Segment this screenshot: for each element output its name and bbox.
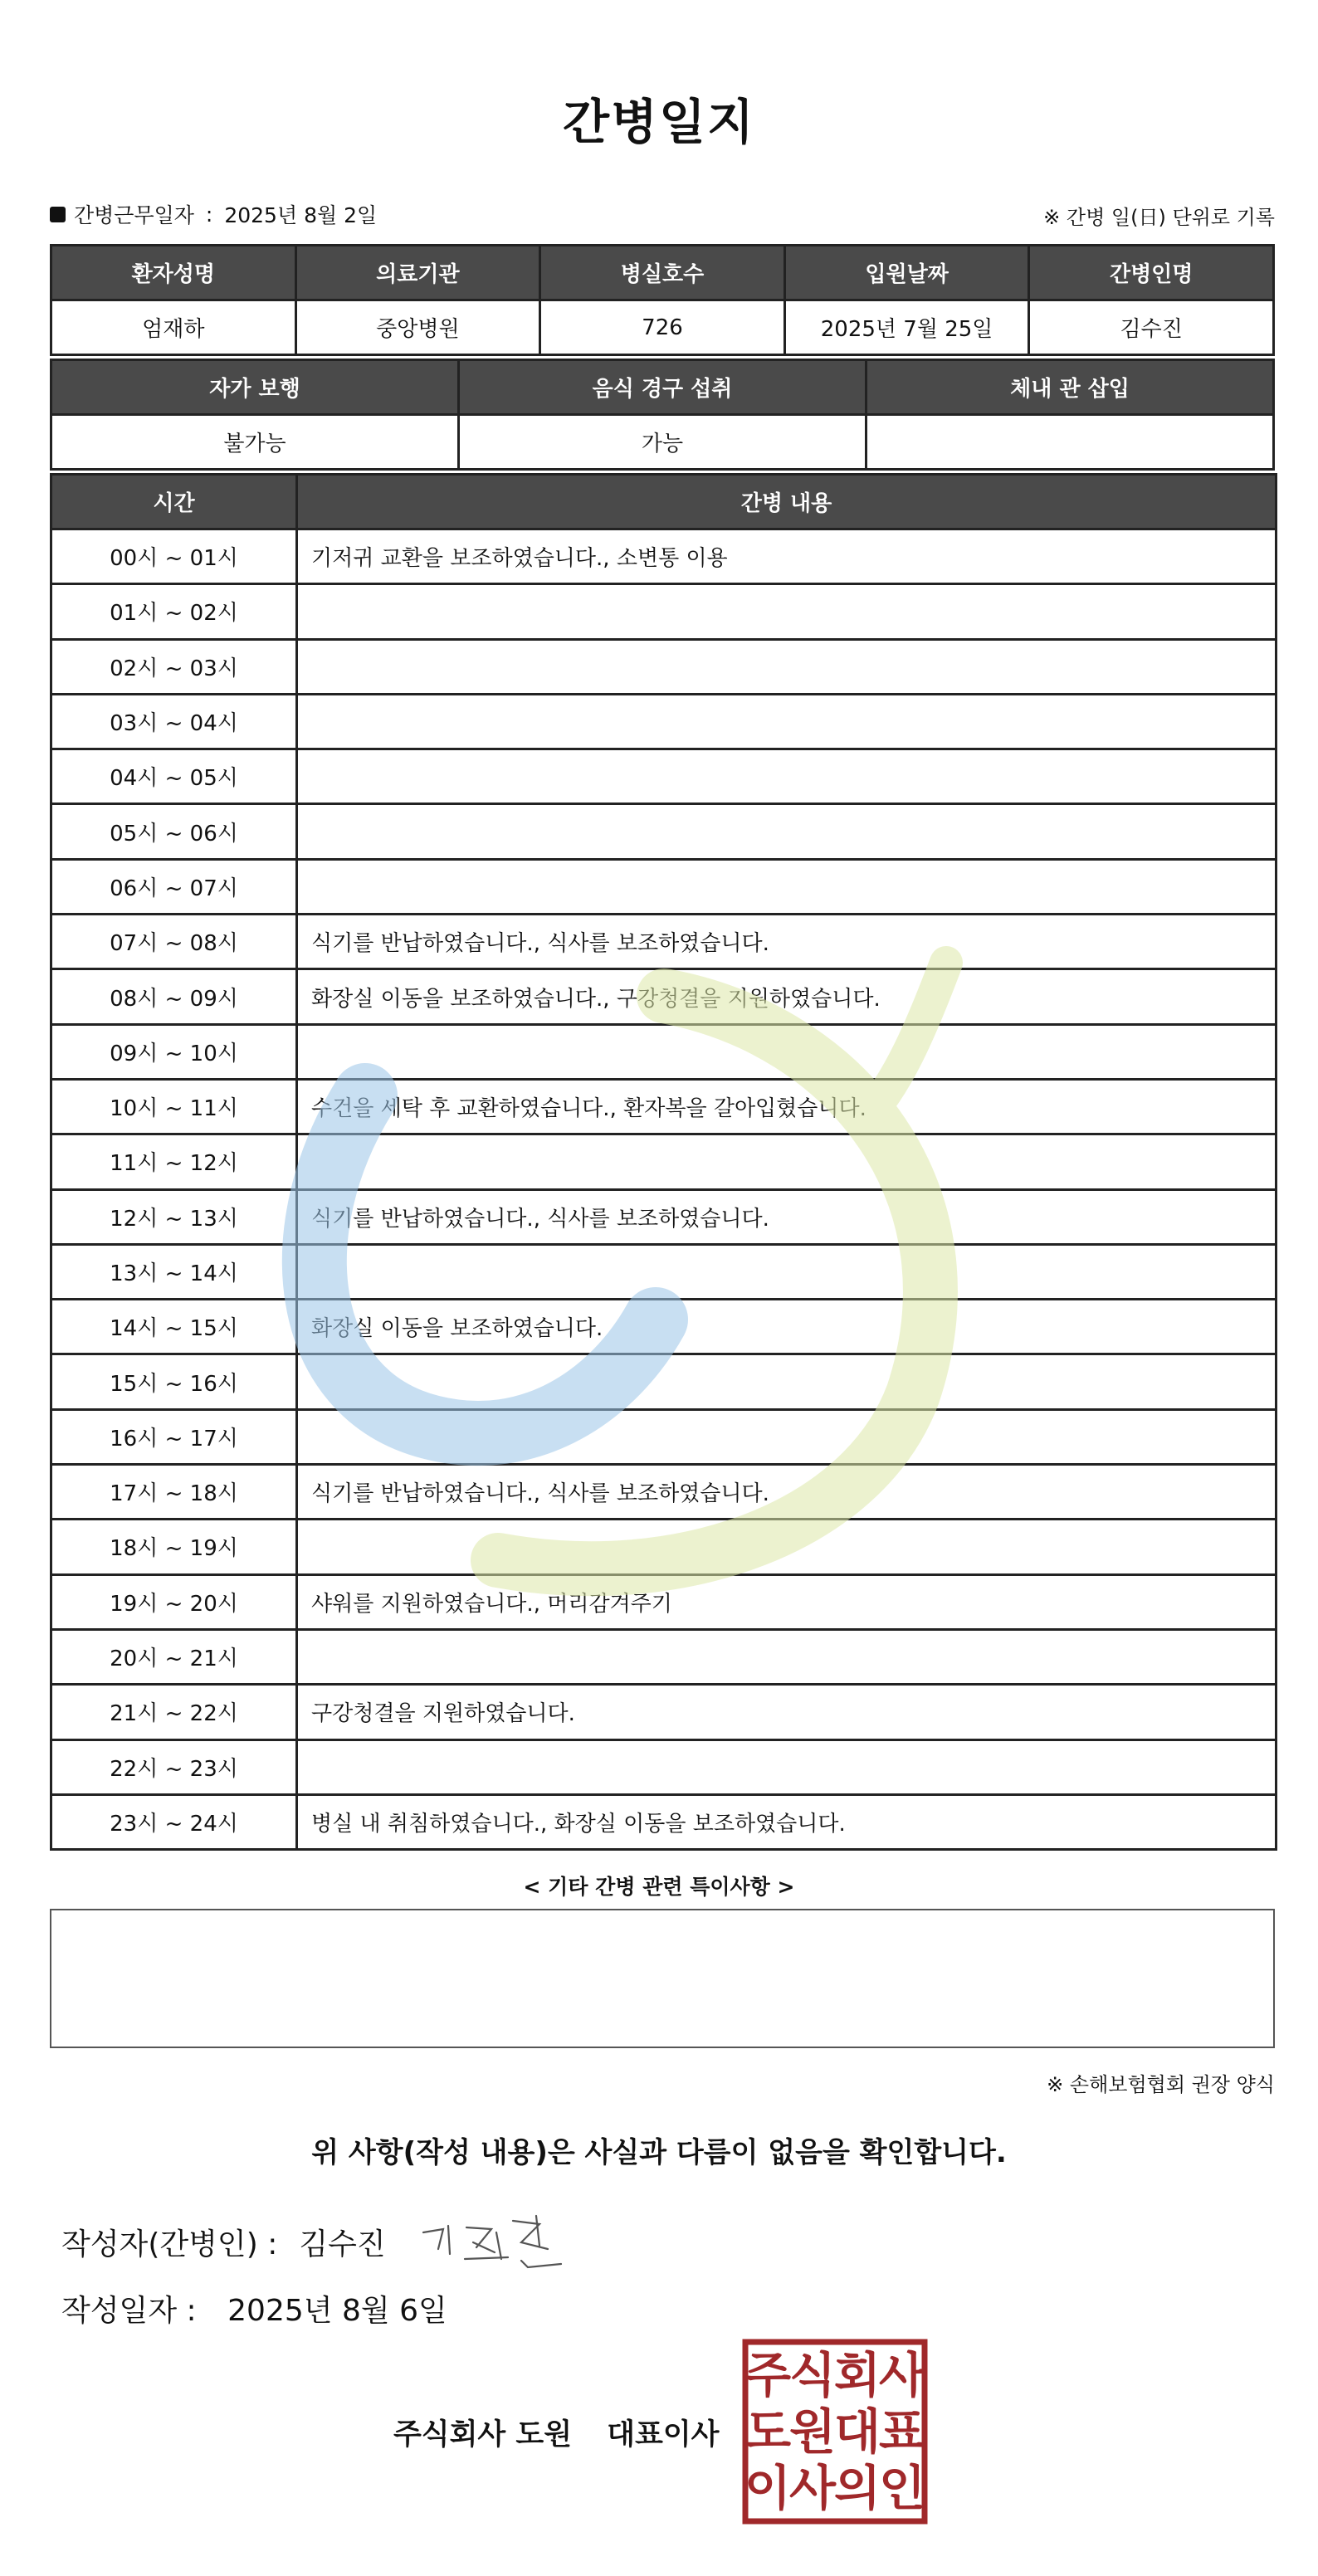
- log-row: [51, 859, 1277, 914]
- seal-glyph: 주: [744, 2347, 792, 2403]
- log-content: [297, 804, 1277, 859]
- log-time: 21시 ~ 22시: [51, 1685, 297, 1739]
- log-row: [51, 804, 1277, 859]
- log-content: [297, 584, 1277, 639]
- log-content: [297, 1520, 1277, 1574]
- log-row: [51, 1739, 1277, 1794]
- log-content: [297, 694, 1277, 749]
- patient-header-name: 환자성명: [51, 246, 296, 300]
- log-row: [51, 584, 1277, 639]
- log-time: 23시 ~ 24시: [51, 1794, 297, 1849]
- patient-info-table: [50, 244, 1275, 356]
- unit-note: ※ 간병 일(日) 단위로 기록: [1043, 206, 1275, 229]
- log-time: 00시 ~ 01시: [51, 529, 297, 584]
- log-row: [51, 639, 1277, 694]
- log-time: 14시 ~ 15시: [51, 1300, 297, 1354]
- seal-glyph: 사: [788, 2460, 837, 2516]
- log-row: [51, 1465, 1277, 1520]
- notes-box: [50, 1909, 1275, 2048]
- seal-glyph: 인: [878, 2460, 926, 2516]
- log-time: 04시 ~ 05시: [51, 749, 297, 804]
- log-row: [51, 1574, 1277, 1629]
- log-content: [297, 639, 1277, 694]
- form-source-note: ※ 손해보험협회 권장 양식: [1047, 2073, 1275, 2096]
- log-time: 20시 ~ 21시: [51, 1629, 297, 1684]
- log-content: [297, 1024, 1277, 1079]
- written-date-value: 2025년 8월 6일: [227, 2294, 447, 2328]
- log-time: 03시 ~ 04시: [51, 694, 297, 749]
- status-oral-intake: 가능: [459, 415, 866, 470]
- hospital-name: 중앙병원: [295, 300, 540, 355]
- work-date-value: 2025년 8월 2일: [224, 203, 378, 227]
- log-content: 기저귀 교환을 보조하였습니다., 소변통 이용: [297, 529, 1277, 584]
- log-time: 05시 ~ 06시: [51, 804, 297, 859]
- confirmation-statement: 위 사항(작성 내용)은 사실과 다름이 없음을 확인합니다.: [311, 2136, 1007, 2169]
- patient-status-table: [50, 359, 1275, 471]
- log-content: [297, 859, 1277, 914]
- patient-header-room: 병실호수: [540, 246, 785, 300]
- log-row: [51, 1024, 1277, 1079]
- log-content: [297, 749, 1277, 804]
- log-content: [297, 1134, 1277, 1189]
- company-seal: [742, 2339, 928, 2525]
- status-tube: [866, 415, 1274, 470]
- work-date-line: [50, 199, 377, 229]
- log-time: 16시 ~ 17시: [51, 1409, 297, 1464]
- patient-header-hospital: 의료기관: [295, 246, 540, 300]
- log-time: 15시 ~ 16시: [51, 1354, 297, 1409]
- log-time: 11시 ~ 12시: [51, 1134, 297, 1189]
- log-content: [297, 1739, 1277, 1794]
- status-header-walking: 자가 보행: [51, 360, 459, 415]
- patient-name: 엄재하: [51, 300, 296, 355]
- log-content: 화장실 이동을 보조하였습니다., 구강청결을 지원하였습니다.: [297, 969, 1277, 1024]
- log-row: [51, 969, 1277, 1024]
- log-body: [51, 529, 1277, 1850]
- log-content: [297, 1354, 1277, 1409]
- log-row: [51, 1189, 1277, 1244]
- writer-line: [61, 2221, 386, 2263]
- status-header-oral-intake: 음식 경구 섭취: [459, 360, 866, 415]
- work-date-colon: :: [205, 202, 213, 227]
- writer-name: 김수진: [299, 2227, 386, 2261]
- company-name: 주식회사 도원: [393, 2418, 573, 2452]
- log-row: [51, 1079, 1277, 1134]
- log-time: 02시 ~ 03시: [51, 639, 297, 694]
- log-time: 12시 ~ 13시: [51, 1189, 297, 1244]
- seal-glyph: 사: [878, 2347, 926, 2403]
- square-bullet-icon: [50, 207, 66, 222]
- log-time: 10시 ~ 11시: [51, 1079, 297, 1134]
- log-row: [51, 1629, 1277, 1684]
- work-date-label: 간병근무일자: [74, 203, 194, 227]
- written-date-label: 작성일자 :: [61, 2294, 197, 2328]
- handwritten-signature: [415, 2209, 573, 2276]
- care-log-table: [50, 473, 1277, 1851]
- ceo-label: 대표이사: [607, 2418, 720, 2452]
- log-content: 샤워를 지원하였습니다., 머리감겨주기: [297, 1574, 1277, 1629]
- log-time: 09시 ~ 10시: [51, 1024, 297, 1079]
- log-header-time: 시간: [51, 475, 297, 529]
- log-time: 19시 ~ 20시: [51, 1574, 297, 1629]
- log-row: [51, 915, 1277, 969]
- document-title: 간병일지: [562, 94, 756, 150]
- status-header-tube: 체내 관 삽입: [866, 360, 1274, 415]
- seal-glyph: 회: [833, 2347, 881, 2403]
- seal-glyph: 이: [744, 2460, 792, 2516]
- seal-glyph: 도: [744, 2403, 792, 2460]
- seal-glyph: 식: [788, 2347, 837, 2403]
- patient-header-admission: 입원날짜: [784, 246, 1029, 300]
- log-time: 06시 ~ 07시: [51, 859, 297, 914]
- log-row: [51, 1520, 1277, 1574]
- log-time: 01시 ~ 02시: [51, 584, 297, 639]
- log-time: 08시 ~ 09시: [51, 969, 297, 1024]
- log-time: 22시 ~ 23시: [51, 1739, 297, 1794]
- admission-date: 2025년 7월 25일: [784, 300, 1029, 355]
- room-number: 726: [540, 300, 785, 355]
- log-row: [51, 1354, 1277, 1409]
- log-row: [51, 1134, 1277, 1189]
- log-content: [297, 1629, 1277, 1684]
- caregiver-name: 김수진: [1029, 300, 1274, 355]
- seal-glyph: 의: [833, 2460, 881, 2516]
- notes-title: < 기타 간병 관련 특이사항 >: [523, 1875, 795, 1899]
- log-header-content: 간병 내용: [297, 475, 1277, 529]
- log-row: [51, 1244, 1277, 1299]
- log-row: [51, 1300, 1277, 1354]
- writer-label: 작성자(간병인) :: [61, 2227, 278, 2261]
- log-content: [297, 1409, 1277, 1464]
- seal-glyph: 대: [833, 2403, 881, 2460]
- log-row: [51, 694, 1277, 749]
- patient-header-caregiver: 간병인명: [1029, 246, 1274, 300]
- log-time: 18시 ~ 19시: [51, 1520, 297, 1574]
- log-row: [51, 1685, 1277, 1739]
- log-content: 식기를 반납하였습니다., 식사를 보조하였습니다.: [297, 1189, 1277, 1244]
- notes-content: [51, 1910, 1273, 1934]
- log-content: 식기를 반납하였습니다., 식사를 보조하였습니다.: [297, 1465, 1277, 1520]
- log-row: [51, 529, 1277, 584]
- company-line: [393, 2412, 719, 2453]
- seal-glyph: 원: [788, 2403, 837, 2460]
- log-row: [51, 1794, 1277, 1849]
- log-time: 17시 ~ 18시: [51, 1465, 297, 1520]
- log-content: 식기를 반납하였습니다., 식사를 보조하였습니다.: [297, 915, 1277, 969]
- log-row: [51, 749, 1277, 804]
- status-walking: 불가능: [51, 415, 459, 470]
- log-content: 병실 내 취침하였습니다., 화장실 이동을 보조하였습니다.: [297, 1794, 1277, 1849]
- log-row: [51, 1409, 1277, 1464]
- log-content: 화장실 이동을 보조하였습니다.: [297, 1300, 1277, 1354]
- log-time: 13시 ~ 14시: [51, 1244, 297, 1299]
- log-content: [297, 1244, 1277, 1299]
- log-time: 07시 ~ 08시: [51, 915, 297, 969]
- seal-glyph: 표: [878, 2403, 926, 2460]
- written-date-line: [61, 2287, 447, 2330]
- log-content: 구강청결을 지원하였습니다.: [297, 1685, 1277, 1739]
- log-content: 수건을 세탁 후 교환하였습니다., 환자복을 갈아입혔습니다.: [297, 1079, 1277, 1134]
